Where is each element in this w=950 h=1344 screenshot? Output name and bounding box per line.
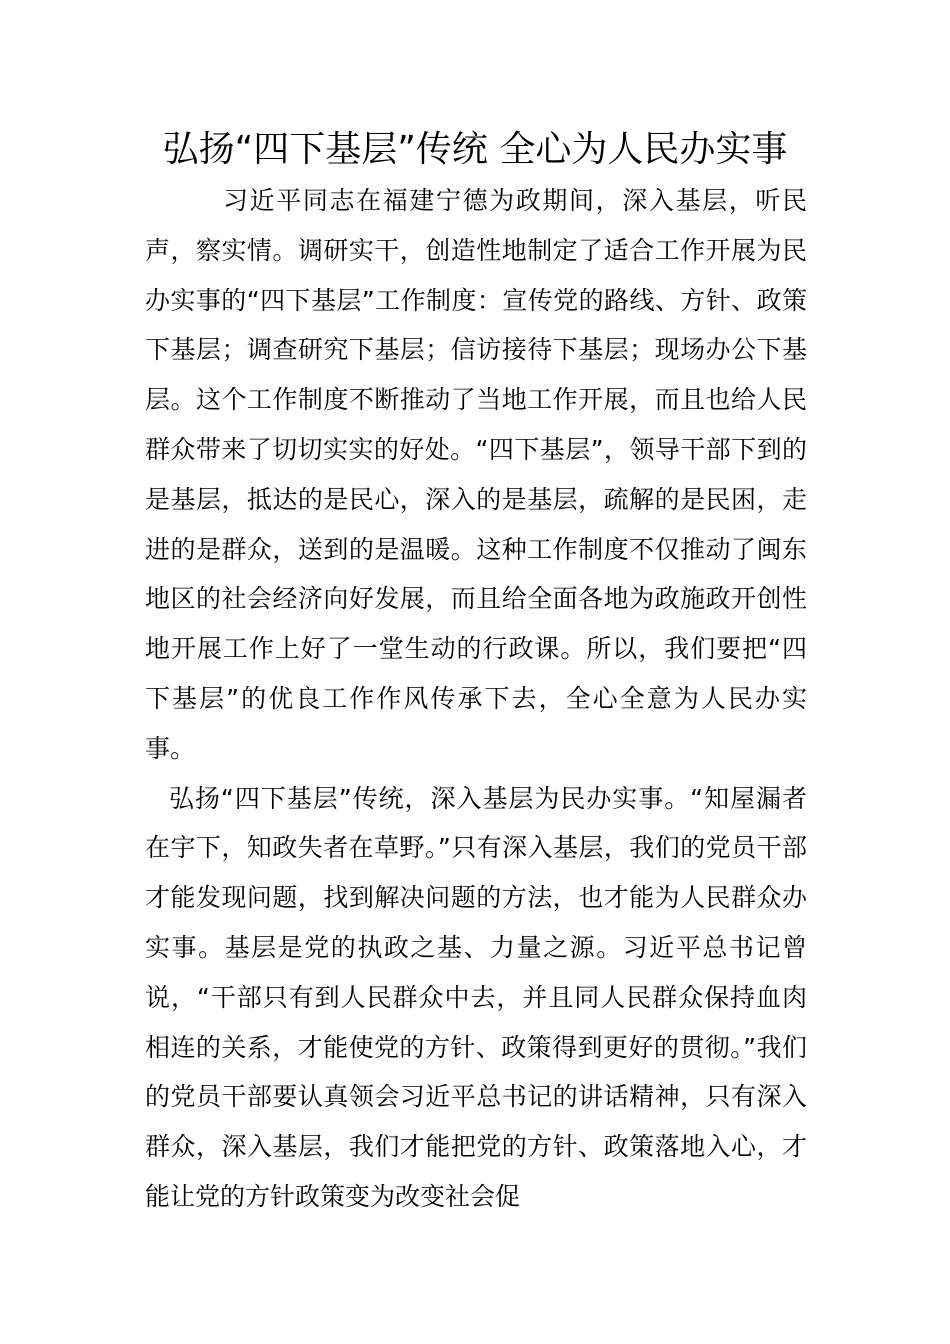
document-title: 弘扬“四下基层”传统 全心为人民办实事	[162, 129, 788, 170]
paragraph-2: 弘扬“四下基层”传统，深入基层为民办实事。“知屋漏者在宇下，知政失者在草野。”只有深入基层，我们的党员干部才能发现问题，找到解决问题的方法，也才能为人民群众办实事。基层是党的执政之基、力量之源。习近平总书记曾说，“干部只有到人民群众中去，并且同人民群众保持血肉相连的关系，才能使党的方针、政策得到更好的贯彻。”我们的党员干部要认真领会习近平总书记的讲话精神，只有深入群众，深入基层，我们才能把党的方针、政策落地入心，才能让党的方针政策变为改变社会促	[145, 783, 807, 1211]
paragraph-1: 习近平同志在福建宁德为政期间，深入基层，听民声，察实情。调研实干，创造性地制定了适合工作开展为民办实事的“四下基层”工作制度：宣传党的路线、方针、政策下基层；调查研究下基层；信访接待下基层；现场办公下基层。这个工作制度不断推动了当地工作开展，而且也给人民群众带来了切切实实的好处。“四下基层”，领导干部下到的是基层，抵达的是民心，深入的是基层，疏解的是民困，走进的是群众，送到的是温暖。这种工作制度不仅推动了闽东地区的社会经济向好发展，而且给全面各地为政施政开创性地开展工作上好了一堂生动的行政课。所以，我们要把“四下基层”的优良工作作风传承下去，全心全意为人民办实事。	[145, 186, 807, 763]
document-body	[145, 176, 807, 1222]
